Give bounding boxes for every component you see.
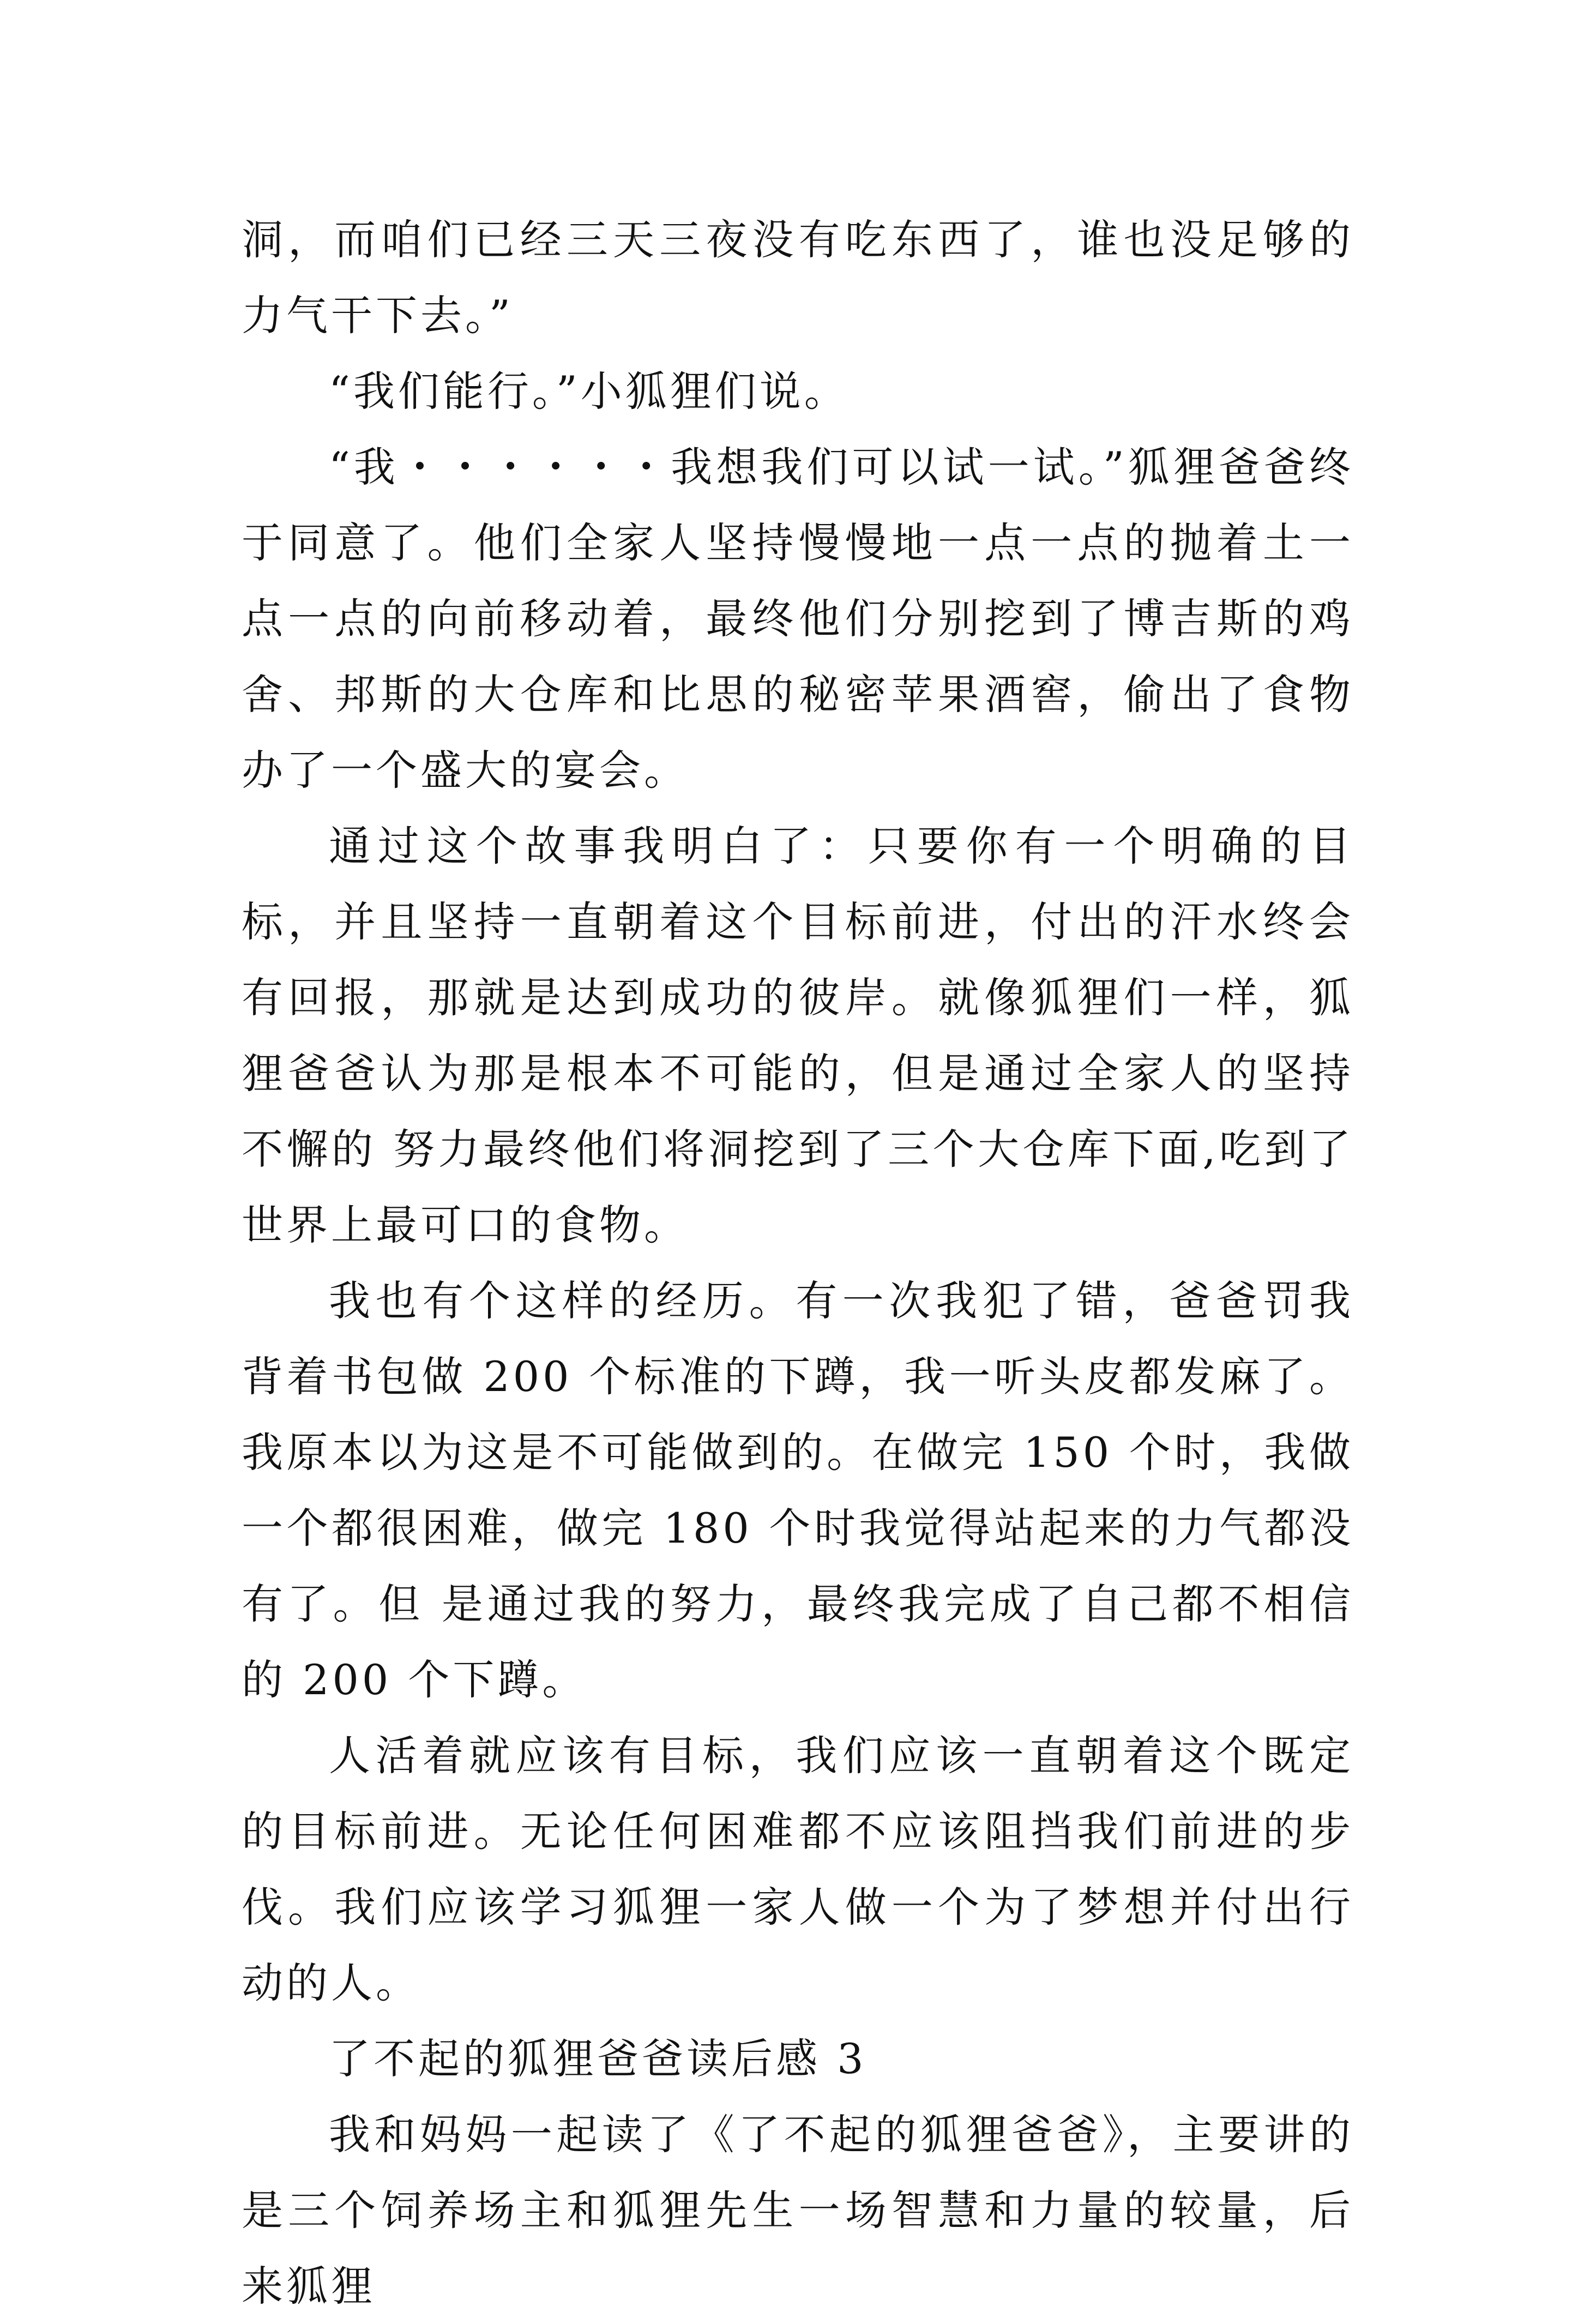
section-heading: 了不起的狐狸爸爸读后感 3 — [329, 2034, 867, 2083]
paragraph-new-section: 我和妈妈一起读了《了不起的狐狸爸爸》，主要讲的是三个饲养场主和狐狸先生一场智慧和力量的较量，后来狐狸 — [242, 2110, 1354, 2310]
paragraph-conclusion: 人活着就应该有目标，我们应该一直朝着这个既定的目标前进。无论任何困难都不应该阻挡我们前进的步伐。我们应该学习狐狸一家人做一个为了梦想并付出行动的人。 — [242, 1731, 1354, 2007]
paragraph-continuation: 洞，而咱们已经三天三夜没有吃东西了，谁也没足够的力气干下去。” — [242, 215, 1354, 340]
paragraph-dialogue-father: “我・・・・・・我想我们可以试一试。”狐狸爸爸终于同意了。他们全家人坚持慢慢地一点一点的抛着土一点一点的向前移动着，最终他们分别挖到了博吉斯的鸡舍、邦斯的大仓库和比思的秘密苹果酒窖，偷出了食物 办了一个盛大的宴会。 — [242, 443, 1354, 794]
paragraph-experience: 我也有个这样的经历。有一次我犯了错，爸爸罚我背着书包做 200 个标准的下蹲，我一听头皮都发麻了。我原本以为这是不可能做到的。在做完 150 个时，我做一个都很困难，做完 180 个时我觉得站起来的力气都没有了。但 是通过我的努力，最终我完成了自己都不相信的 200 个下蹲。 — [242, 1277, 1354, 1704]
document-body — [242, 202, 1354, 2324]
paragraph-lesson: 通过这个故事我明白了：只要你有一个明确的目标，并且坚持一直朝着这个目标前进，付出的汗水终会有回报，那就是达到成功的彼岸。就像狐狸们一样，狐狸爸爸认为那是根本不可能的，但是通过全家人的坚持不懈的 努力最终他们将洞挖到了三个大仓库下面,吃到了世界上最可口的食物。 — [242, 822, 1354, 1249]
paragraph-dialogue-cubs: “我们能行。”小狐狸们说。 — [329, 367, 849, 416]
